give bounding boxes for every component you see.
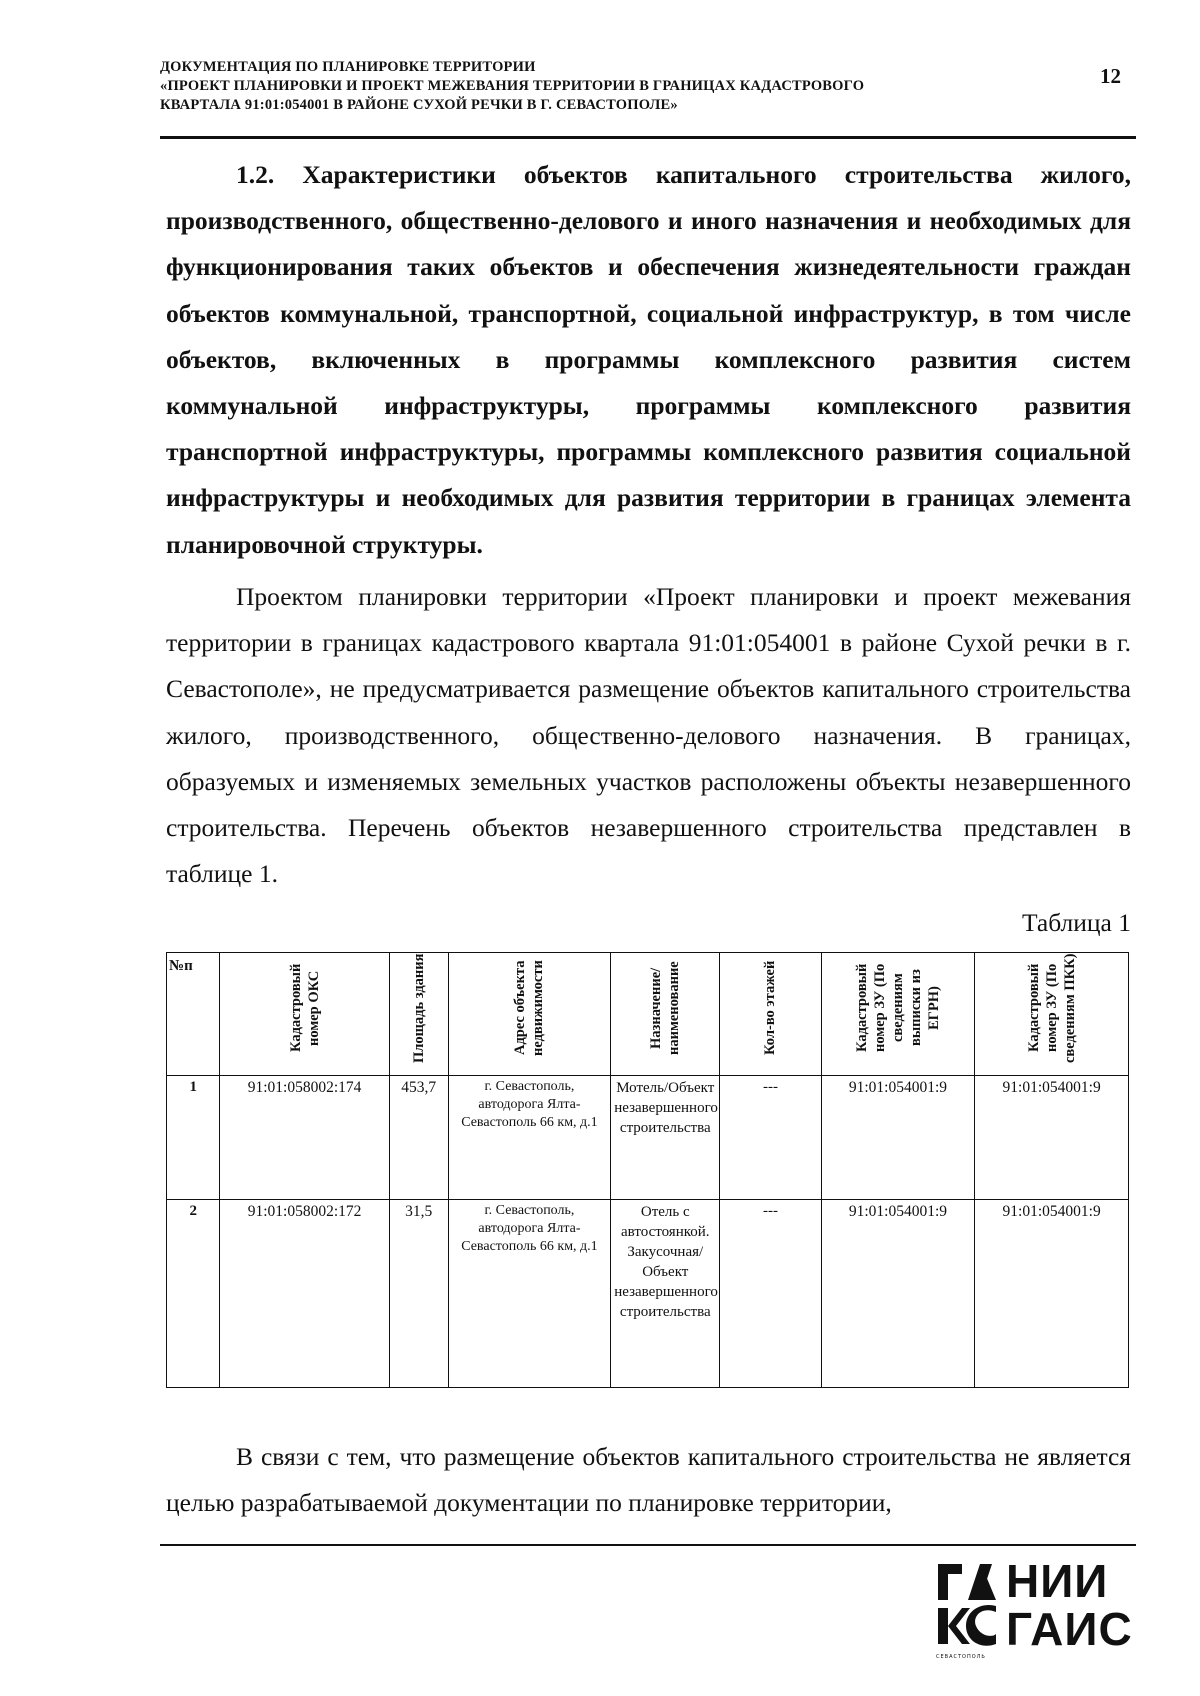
logo-subcaption: СЕВАСТОПОЛЬ <box>936 1654 986 1660</box>
header-purpose: Назначение/ наименование <box>611 953 720 1076</box>
body-paragraph-1 <box>166 574 1131 897</box>
row-num: 2 <box>167 1200 220 1388</box>
purpose-cell: Отель с автостоянкой. Закусочная/ Объект незавершенного строительства <box>611 1200 720 1388</box>
section-heading <box>166 152 1131 568</box>
header-num: №п <box>167 953 220 1076</box>
logo-text-line-2: ГАИС <box>1006 1603 1133 1655</box>
cadastral-oks-cell: 91:01:058002:172 <box>220 1200 389 1388</box>
paragraph-1-text: Проектом планировки территории «Проект планировки и проект межевания территории в границах кадастрового квартала 91:01:054001 в районе Сухой речки в г. Севастополе», не предусматривается размещение объектов капитального строительства жилого, производственного, общественно-делового назначения. В границах, образуемых и изменяемых земельных участков расположены объекты незавершенного строительства. Перечень объектов незавершенного строительства представлен в таблице 1. <box>166 582 1131 889</box>
objects-table <box>166 952 1129 1388</box>
body-paragraph-2 <box>166 1434 1131 1526</box>
header-zu-pkk: Кадастровый номер ЗУ (По сведениям ПКК) <box>975 953 1129 1076</box>
company-logo <box>936 1556 1136 1666</box>
document-header <box>160 58 1060 115</box>
zu-pkk-cell: 91:01:054001:9 <box>975 1076 1129 1200</box>
paragraph-2-text: В связи с тем, что размещение объектов капитального строительства не является целью разрабатываемой документации по планировке территории, <box>166 1442 1131 1518</box>
table-row <box>167 1200 1129 1388</box>
floors-cell: --- <box>720 1200 821 1388</box>
table-header-row <box>167 953 1129 1076</box>
gais-mark-icon <box>936 1560 998 1650</box>
header-floors: Кол-во этажей <box>720 953 821 1076</box>
logo-text-line-1: НИИ <box>1006 1555 1109 1607</box>
purpose-cell: Мотель/Объект незавершенного строительства <box>611 1076 720 1200</box>
zu-egrn-cell: 91:01:054001:9 <box>821 1076 975 1200</box>
header-area: Площадь здания <box>389 953 448 1076</box>
header-zu-egrn: Кадастровый номер ЗУ (По сведениям выписки из ЕГРН) <box>821 953 975 1076</box>
footer-divider <box>160 1544 1136 1546</box>
header-divider <box>160 136 1136 139</box>
cadastral-oks-cell: 91:01:058002:174 <box>220 1076 389 1200</box>
table-row <box>167 1076 1129 1200</box>
header-address: Адрес объекта недвижимости <box>448 953 611 1076</box>
zu-pkk-cell: 91:01:054001:9 <box>975 1200 1129 1388</box>
floors-cell: --- <box>720 1076 821 1200</box>
section-heading-text: 1.2. Характеристики объектов капитального строительства жилого, производственного, общественно-делового и иного назначения и необходимых для функционирования таких объектов и обеспечения жизнедеятельности граждан объектов коммунальной, транспортной, социальной инфраструктур, в том числе объектов, включенных в программы комплексного развития систем коммунальной инфраструктуры, программы комплексного развития транспортной инфраструктуры, программы комплексного развития социальной инфраструктуры и необходимых для развития территории в границах элемента планировочной структуры. <box>166 160 1131 559</box>
header-line-1: ДОКУМЕНТАЦИЯ ПО ПЛАНИРОВКЕ ТЕРРИТОРИИ <box>160 59 536 75</box>
header-line-3: КВАРТАЛА 91:01:054001 В РАЙОНЕ СУХОЙ РЕЧКИ В Г. СЕВАСТОПОЛЕ» <box>160 97 678 113</box>
area-cell: 453,7 <box>389 1076 448 1200</box>
table-caption: Таблица 1 <box>1021 908 1131 937</box>
page-number: 12 <box>1100 64 1121 88</box>
area-cell: 31,5 <box>389 1200 448 1388</box>
header-cadastral-oks: Кадастровый номер ОКС <box>220 953 389 1076</box>
address-cell: г. Севастополь, автодорога Ялта-Севастополь 66 км, д.1 <box>448 1076 611 1200</box>
zu-egrn-cell: 91:01:054001:9 <box>821 1200 975 1388</box>
header-line-2: «ПРОЕКТ ПЛАНИРОВКИ И ПРОЕКТ МЕЖЕВАНИЯ ТЕРРИТОРИИ В ГРАНИЦАХ КАДАСТРОВОГО <box>160 78 865 94</box>
row-num: 1 <box>167 1076 220 1200</box>
address-cell: г. Севастополь, автодорога Ялта-Севастополь 66 км, д.1 <box>448 1200 611 1388</box>
